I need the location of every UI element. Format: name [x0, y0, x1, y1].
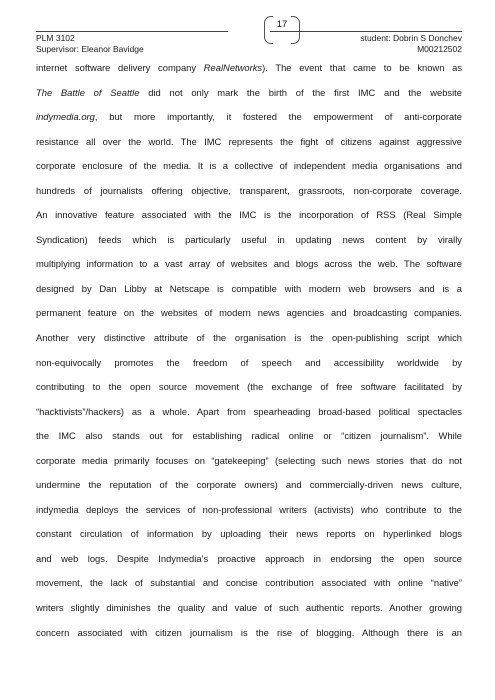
text-line: multiplying information to a vast array of websites and blogs across the web. The software [36, 258, 462, 270]
text-line: non-equivocally promotes the freedom of speech and accessibility worldwide by [36, 356, 462, 368]
text-line: constant circulation of information by uploading their news reports on hyperlinked blogs [36, 528, 462, 540]
text-line: the IMC also stands out for establishing radical online or “citizen journalism”. While [36, 430, 462, 442]
text-line: designed by Dan Libby at Netscape is compatible with modern web browsers and is a [36, 282, 462, 294]
text-line: An innovative feature associated with the IMC is the incorporation of RSS (Real Simple [36, 209, 462, 221]
italic-title: RealNetworks [203, 62, 263, 73]
text-line: indymedia deploys the services of non-professional writers (activists) who contribute to the [36, 503, 462, 515]
text-line: concern associated with citizen journalism is the rise of blogging. Although there is an [36, 626, 462, 638]
text-line: and web logs. Despite Indymedia’s proactive approach in endorsing the open source [36, 552, 462, 564]
text-line: Another very distinctive attribute of the organisation is the open-publishing script which [36, 332, 462, 344]
italic-title: indymedia.org [36, 111, 95, 123]
text-line: corporate enclosure of the media. It is a collective of independent media organisations and [36, 160, 462, 172]
body-text [36, 59, 462, 648]
text-line: hundreds of journalists offering objective, transparent, grassroots, non-corporate coverage. [36, 184, 462, 196]
supervisor: Supervisor: Eleanor Bavidge [36, 44, 144, 54]
text-line: internet software delivery company RealNetworks). The event that came to be known as [36, 62, 462, 73]
page-number: 17 [276, 19, 288, 30]
page-number-box [264, 16, 300, 42]
italic-title: The Battle of Seattle [36, 86, 140, 98]
course-code: PLM 3102 [36, 33, 75, 43]
header-rule-left [36, 31, 228, 32]
text-line: contributing to the open source movement (the exchange of free software facilitated by [36, 381, 462, 393]
text-line: indymedia.org, but more importantly, it fostered the empowerment of anti-corporate [36, 111, 462, 123]
text-line: writers slightly diminishes the quality and value of such authentic reports. Another growing [36, 602, 462, 614]
text-line: “hacktivists”/hackers) as a whole. Apart from spearheading broad-based political spectacles [36, 405, 462, 417]
text-line: permanent feature on the websites of modern news agencies and broadcasting companies. [36, 307, 462, 319]
student-id: M00212502 [417, 44, 462, 54]
text-line: movement, the lack of substantial and concise contribution associated with online “native” [36, 577, 462, 589]
student-name: student: Dobrin S Donchev [360, 33, 462, 43]
text-line: undermine the reputation of the corporate owners) and commercially-driven news culture, [36, 479, 462, 491]
text-line: Syndication) feeds which is particularly useful in updating news content by virally [36, 233, 462, 245]
text-line: corporate media primarily focuses on “gatekeeping” (selecting such news stories that do not [36, 454, 462, 466]
header-rule-right [270, 31, 462, 32]
page-header [36, 0, 462, 64]
text-line: The Battle of Seattle did not only mark the birth of the first IMC and the website [36, 86, 462, 98]
text-line: resistance all over the world. The IMC represents the fight of citizens against aggressive [36, 135, 462, 147]
